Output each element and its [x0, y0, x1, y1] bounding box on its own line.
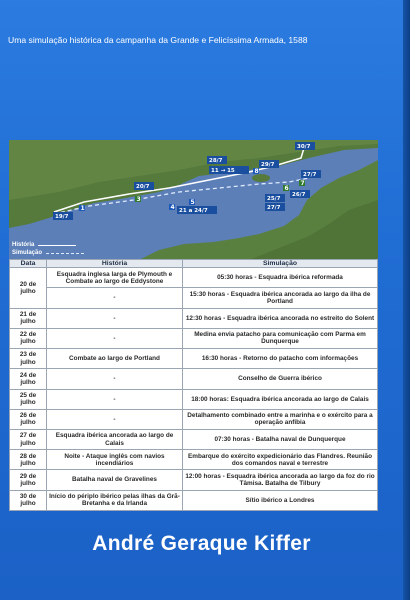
- label-29-7: 29/7: [261, 162, 275, 168]
- cell-history: Batalha naval de Gravelines: [47, 470, 183, 490]
- cover-edge: [403, 0, 410, 600]
- table-row: [10, 369, 378, 389]
- label-25-7: 25/7: [267, 196, 281, 202]
- table-row: [10, 268, 378, 288]
- cell-history: -: [47, 328, 183, 348]
- table-row: [10, 490, 378, 510]
- label-19-7: 19/7: [55, 214, 69, 220]
- legend-simulation-label: Simulação: [12, 250, 43, 256]
- cell-history: Combate ao largo de Portland: [47, 349, 183, 369]
- point-8: 8: [254, 168, 259, 175]
- cell-date: 27 de julho: [10, 429, 47, 449]
- cell-date: 28 de julho: [10, 450, 47, 470]
- legend-simulation-line: [46, 253, 84, 254]
- table-row: [10, 389, 378, 409]
- cell-simulation: Detalhamento combinado entre a marinha e o exército para a operação anfíbia: [183, 409, 378, 429]
- table-row: [10, 450, 378, 470]
- cell-history: Noite - Ataque inglês com navios incendiários: [47, 450, 183, 470]
- header-simulacao: Simulação: [183, 260, 378, 268]
- cell-simulation: 05:30 horas - Esquadra ibérica reformada: [183, 268, 378, 288]
- cell-simulation: 12:30 horas - Esquadra ibérica ancorada no estreito do Solent: [183, 308, 378, 328]
- channel-map: [9, 140, 378, 260]
- table-row: [10, 349, 378, 369]
- label-20-7: 20/7: [136, 184, 150, 190]
- legend-history: [12, 241, 84, 249]
- label-26-7: 26/7: [292, 192, 306, 198]
- label-11-15: 11 → 15: [211, 168, 235, 174]
- cell-date: 22 de julho: [10, 328, 47, 348]
- point-1: 1: [80, 205, 85, 212]
- table-row: [10, 328, 378, 348]
- cell-history: -: [47, 409, 183, 429]
- isle-of-wight: [252, 174, 270, 182]
- map-legend: [12, 241, 84, 257]
- table-row: [10, 409, 378, 429]
- cell-simulation: 07:30 horas - Batalha naval de Dunquerque: [183, 429, 378, 449]
- table-row: [10, 308, 378, 328]
- label-30-7: 30/7: [297, 144, 311, 150]
- cell-date: 21 de julho: [10, 308, 47, 328]
- cell-history: -: [47, 389, 183, 409]
- cover-subtitle: Uma simulação histórica da campanha da Grande e Felicíssima Armada, 1588: [8, 35, 308, 45]
- cell-simulation: Embarque do exército expedicionário das Flandres. Reunião dos comandos naval e terrestre: [183, 450, 378, 470]
- table-row: [10, 470, 378, 490]
- cell-history: Esquadra ibérica ancorada ao largo de Calais: [47, 429, 183, 449]
- header-historia: História: [47, 260, 183, 268]
- cell-simulation: Sítio ibérico a Londres: [183, 490, 378, 510]
- cell-simulation: Medina envia patacho para comunicação com Parma em Dunquerque: [183, 328, 378, 348]
- cell-history: -: [47, 369, 183, 389]
- cell-simulation: 18:00 horas: Esquadra ibérica ancorada ao largo de Calais: [183, 389, 378, 409]
- cell-date: 26 de julho: [10, 409, 47, 429]
- author-name: André Geraque Kiffer: [92, 532, 311, 555]
- cell-date: 25 de julho: [10, 389, 47, 409]
- cell-history: -: [47, 308, 183, 328]
- label-28-7: 28/7: [209, 158, 223, 164]
- table-header-row: [10, 260, 378, 268]
- label-27-7-b: 27/7: [267, 205, 281, 211]
- cell-simulation: 12:00 horas - Esquadra ibérica ancorada ao largo da foz do rio Tâmisa. Batalha de Tilbury: [183, 470, 378, 490]
- label-27-7-a: 27/7: [303, 172, 317, 178]
- cell-date: 30 de julho: [10, 490, 47, 510]
- cell-history: Esquadra inglesa larga de Plymouth e Combate ao largo de Eddystone: [47, 268, 183, 288]
- point-5: 5: [190, 199, 195, 206]
- point-3: 3: [136, 196, 141, 203]
- point-7: 7: [300, 180, 305, 187]
- table-row: [10, 429, 378, 449]
- cell-simulation: 16:30 horas - Retorno do patacho com informações: [183, 349, 378, 369]
- cell-date: 20 de julho: [10, 268, 47, 308]
- legend-history-label: História: [12, 242, 35, 248]
- timeline-table: [9, 259, 378, 511]
- point-4: 4: [170, 204, 175, 211]
- cell-simulation: Conselho de Guerra ibérico: [183, 369, 378, 389]
- timeline-table-wrap: [9, 259, 378, 511]
- cell-history: -: [47, 288, 183, 308]
- cell-history: Início do périplo ibérico pelas ilhas da Grã-Bretanha e da Irlanda: [47, 490, 183, 510]
- legend-history-line: [38, 245, 76, 246]
- label-21-24: 21 a 24/7: [179, 208, 208, 214]
- legend-simulation: [12, 249, 84, 257]
- table-body: [10, 268, 378, 511]
- header-data: Data: [10, 260, 47, 268]
- cell-date: 23 de julho: [10, 349, 47, 369]
- cell-date: 29 de julho: [10, 470, 47, 490]
- point-6: 6: [284, 185, 289, 192]
- cell-date: 24 de julho: [10, 369, 47, 389]
- table-row: [10, 288, 378, 308]
- cell-simulation: 15:30 horas - Esquadra ibérica ancorada ao largo da ilha de Portland: [183, 288, 378, 308]
